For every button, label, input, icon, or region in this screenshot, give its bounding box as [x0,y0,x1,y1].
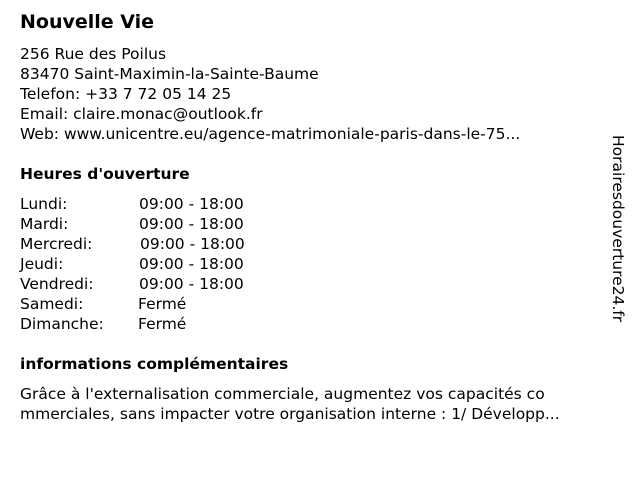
address-city: 83470 Saint-Maximin-la-Sainte-Baume [20,65,319,83]
hours-day-label: Jeudi: [20,255,64,273]
address-street: 256 Rue des Poilus [20,45,167,63]
hours-time-value: 09:00 - 18:00 [139,275,244,293]
hours-day-label: Lundi: [20,195,68,213]
hours-day-label: Mercredi: [20,235,93,253]
hours-row-saturday [20,294,320,314]
contact-block [20,44,520,144]
hours-day-label: Samedi: [20,295,84,313]
info-text-line: mmerciales, sans impacter votre organisation interne : 1/ Développ... [20,405,560,423]
additional-info-text [20,384,632,424]
hours-time-value: 09:00 - 18:00 [139,255,244,273]
hours-row-friday [20,274,320,294]
hours-row-wednesday [20,234,320,254]
hours-row-monday [20,194,320,214]
hours-time-value: Fermé [138,295,187,313]
hours-row-tuesday [20,214,320,234]
hours-day-label: Vendredi: [20,275,94,293]
info-text-line: Grâce à l'externalisation commerciale, augmentez vos capacités co [20,385,545,403]
hours-row-sunday [20,314,320,334]
web-line: Web: www.unicentre.eu/agence-matrimoniale-paris-dans-le-75... [20,125,521,143]
email-line: Email: claire.monac@outlook.fr [20,105,263,123]
phone-line: Telefon: +33 7 72 05 14 25 [20,85,232,103]
hours-time-value: 09:00 - 18:00 [139,195,244,213]
business-name: Nouvelle Vie [20,11,155,33]
hours-day-label: Dimanche: [20,315,104,333]
hours-time-value: 09:00 - 18:00 [139,215,244,233]
site-watermark: Horairesdouverture24.fr [609,135,627,323]
hours-time-value: Fermé [138,315,187,333]
opening-hours-heading: Heures d'ouverture [20,165,190,183]
hours-row-thursday [20,254,320,274]
additional-info-heading: informations complémentaires [20,355,289,373]
hours-time-value: 09:00 - 18:00 [140,235,245,253]
hours-day-label: Mardi: [20,215,69,233]
opening-hours-table [20,194,320,334]
